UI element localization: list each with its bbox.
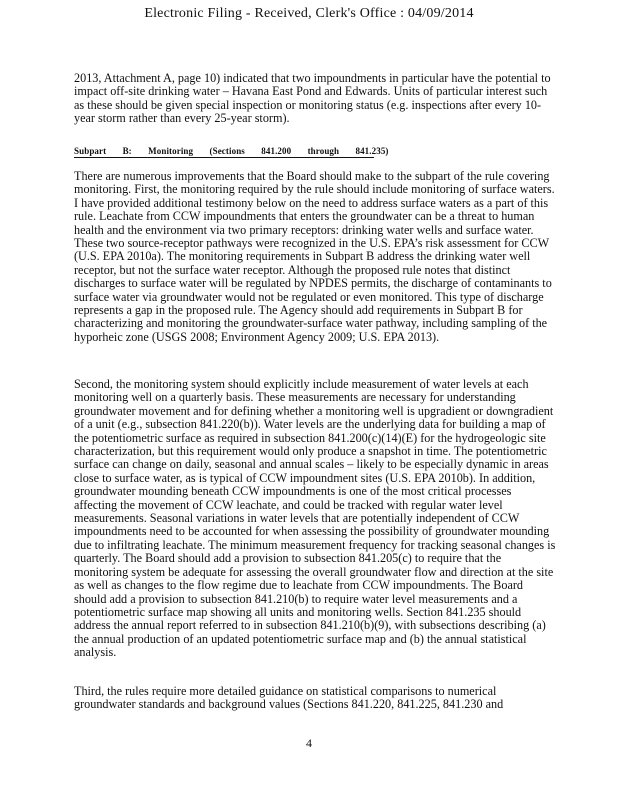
section-heading bbox=[74, 146, 389, 158]
paragraph-4: Third, the rules require more detailed guidance on statistical comparisons to numerical groundwater standards and background values (Sections 841.220, 841.225, 841.230 and bbox=[74, 684, 504, 712]
heading-to: 841.235) bbox=[355, 146, 389, 156]
heading-sections: (Sections bbox=[209, 146, 245, 156]
heading-title: Monitoring bbox=[148, 146, 194, 156]
paragraph-3: Second, the monitoring system should explicitly include measurement of water levels at each monitoring well on a quarterly basis. These measurements are necessary for understanding groundwater movement and for defining whether a monitoring well is upgradient or downgradient of a unit (e.g., subsection 841.220(b)). Water levels are the underlying data for building a map of the potentiometric surface as required in subsection 841.200(c)(14)(E) for the hydrogeologic site characterization, but this requirement would only produce a snapshot in time. The potentiometric surface can change on daily, seasonal and annual scales – likely to be especially dynamic in areas close to surface water, as is typical of CCW impoundment sites (U.S. EPA 2010b). In addition, groundwater mounding beneath CCW impoundments is one of the most critical processes affecting the movement of CCW leachate, and could be tracked with regular water level measurements. Seasonal variations in water levels that are potentially independent of CCW impoundments need to be accounted for when assessing the possibility of groundwater mounding due to infiltrating leachate. The minimum measurement frequency for tracking seasonal changes is quarterly. The Board should add a provision to subsection 841.205(c) to require that the monitoring system be adequate for assessing the overall groundwater flow and direction at the site as well as changes to the flow regime due to leachate from CCW impoundments. The Board should add a provision to subsection 841.210(b) to require water level measurements and a potentiometric surface map showing all units and monitoring wells. Section 841.235 should address the annual report referred to in subsection 841.210(b)(9), with subsections describing (a) the annual production of an updated potentiometric surface map and (b) the annual statistical analysis. bbox=[74, 377, 556, 660]
heading-letter: B: bbox=[122, 146, 132, 156]
page-number: 4 bbox=[306, 736, 312, 750]
heading-through: through bbox=[307, 146, 340, 156]
heading-subpart: Subpart bbox=[74, 146, 107, 156]
heading-from: 841.200 bbox=[261, 146, 292, 156]
paragraph-1: 2013, Attachment A, page 10) indicated that two impoundments in particular have the potential to impact off-site drinking water – Havana East Pond and Edwards. Units of particular interest such as these should be given special inspection or monitoring status (e.g. inspections after every 10-year storm rather than every 25-year storm). bbox=[74, 71, 551, 126]
filing-stamp-header: Electronic Filing - Received, Clerk's Office : 04/09/2014 bbox=[144, 6, 474, 21]
paragraph-2: There are numerous improvements that the Board should make to the subpart of the rule covering monitoring. First, the monitoring required by the rule should include monitoring of surface waters. I have provided additional testimony below on the need to address surface waters as a part of this rule. Leachate from CCW impoundments that enters the groundwater can be a threat to human health and the environment via two primary receptors: drinking water wells and surface water. These two source-receptor pathways were recognized in the U.S. EPA’s risk assessment for CCW (U.S. EPA 2010a). The monitoring requirements in Subpart B address the drinking water well receptor, but not the surface water receptor. Although the proposed rule notes that distinct discharges to surface water will be regulated by NPDES permits, the discharge of contaminants to surface water via groundwater would not be regulated or even monitored. This type of discharge represents a gap in the proposed rule. The Agency should add requirements in Subpart B for characterizing and monitoring the groundwater-surface water pathway, including sampling of the hyporheic zone (USGS 2008; Environment Agency 2009; U.S. EPA 2013). bbox=[74, 169, 555, 344]
